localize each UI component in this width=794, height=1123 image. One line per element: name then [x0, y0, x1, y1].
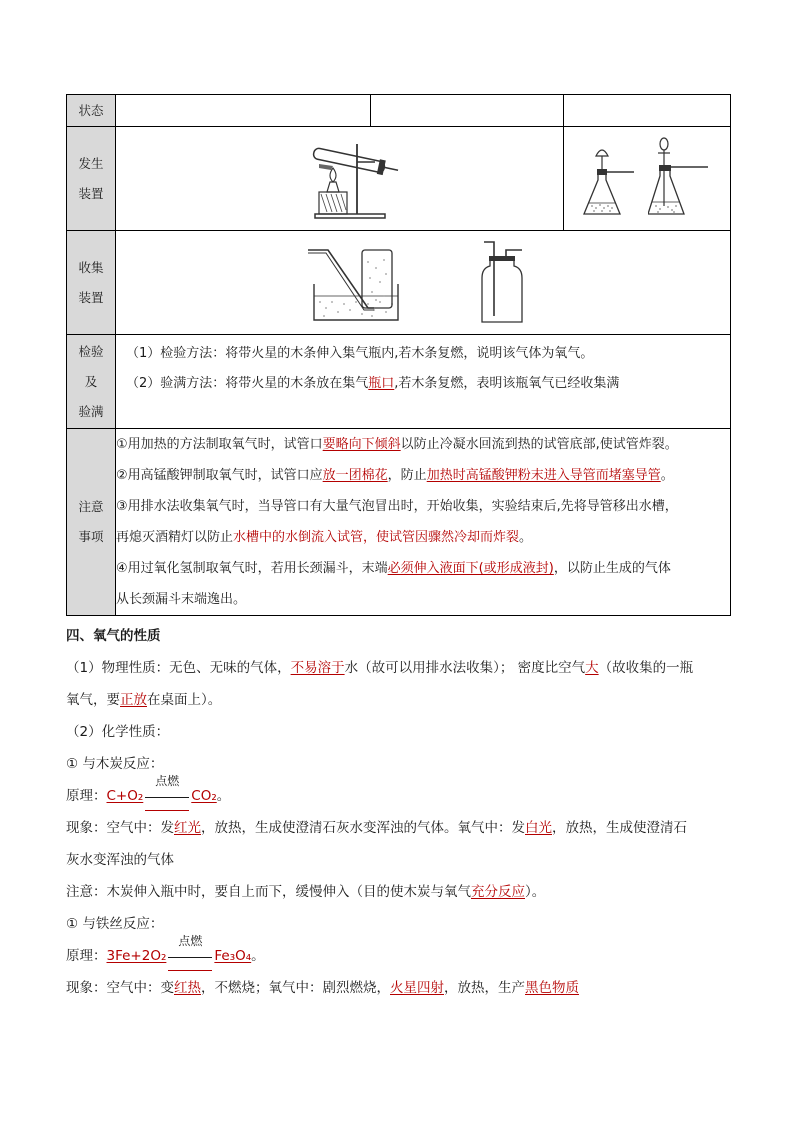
- charcoal-principle: 原理：C+O₂ 点燃 CO₂。: [66, 780, 730, 812]
- oxygen-preparation-table: [66, 94, 731, 616]
- long-neck-funnel-flask-apparatus-icon: [648, 136, 712, 222]
- cell-status-3: [564, 95, 731, 127]
- cell-status-1: [116, 95, 371, 127]
- check-method-line: （1）检验方法：将带火星的木条伸入集气瓶内,若木条复燃，说明该气体为氧气。: [126, 346, 594, 361]
- note-1: ①用加热的方法制取氧气时，试管口要略向下倾斜以防止冷凝水回流到热的试管底部,使试管炸裂。: [116, 437, 678, 452]
- heating-apparatus-icon: [275, 136, 405, 222]
- charcoal-phenomenon: 现象：空气中：发红光，放热，生成使澄清石灰水变浑浊的气体。氧气中：发白光，放热，生成使澄清石 灰水变浑浊的气体: [66, 820, 687, 868]
- cell-notes: [116, 429, 731, 616]
- label-status: 状态: [67, 95, 116, 127]
- document-page: [66, 94, 730, 1004]
- reaction-arrow: 点燃: [145, 788, 189, 804]
- label-check: 检验 及 验满: [67, 335, 116, 429]
- row-check: [67, 335, 731, 429]
- upward-air-collection-bottle-icon: [470, 238, 540, 328]
- charcoal-reaction-title: ① 与木炭反应：: [66, 756, 164, 772]
- cell-status-2: [371, 95, 564, 127]
- answer-bottle-mouth: 瓶口: [368, 376, 395, 391]
- row-status: [67, 95, 731, 127]
- full-check-method-line: （2）验满方法：将带火星的木条放在集气瓶口,若木条复燃，表明该瓶氧气已经收集满: [126, 376, 620, 391]
- chemical-properties-label: （2）化学性质：: [66, 724, 170, 740]
- row-notes: [67, 429, 731, 616]
- cell-check-methods: [116, 335, 731, 429]
- physical-properties: （1）物理性质：无色、无味的气体，不易溶于水（故可以用排水法收集）； 密度比空气大（故收集的一瓶 氧气，要正放在桌面上）。: [66, 660, 694, 708]
- iron-phenomenon: 现象：空气中：变红热，不燃烧；氧气中：剧烈燃烧，火星四射，放热，生产黑色物质: [66, 980, 579, 996]
- note-4: ④用过氧化氢制取氧气时，若用长颈漏斗，末端必须伸入液面下(或形成液封)，以防止生成的气体 从长颈漏斗末端逸出。: [116, 561, 671, 607]
- funnel-flask-apparatus-icon: [582, 136, 636, 222]
- label-collect: 收集 装置: [67, 231, 116, 335]
- label-notes: 注意 事项: [67, 429, 116, 616]
- oxygen-properties-section: [66, 620, 730, 1004]
- cell-flask-apparatus: [564, 127, 731, 231]
- section-heading: 四、氧气的性质: [66, 628, 161, 644]
- note-3: ③用排水法收集氧气时，当导管口有大量气泡冒出时，开始收集，实验结束后,先将导管移出水槽， 再熄灭酒精灯以防止水槽中的水倒流入试管，使试管因骤然冷却而炸裂。: [116, 499, 678, 545]
- iron-reaction-title: ① 与铁丝反应：: [66, 916, 164, 932]
- row-collect: [67, 231, 731, 335]
- iron-principle: 原理：3Fe+2O₂ 点燃 Fe₃O₄。: [66, 940, 730, 972]
- label-generate: 发生 装置: [67, 127, 116, 231]
- row-generate: [67, 127, 731, 231]
- note-2: ②用高锰酸钾制取氧气时，试管口应放一团棉花，防止加热时高锰酸钾粉末进入导管而堵塞导管。: [116, 468, 674, 483]
- cell-collection-apparatus: [116, 231, 731, 335]
- water-displacement-collection-icon: [306, 238, 406, 328]
- charcoal-note: 注意：木炭伸入瓶中时，要自上而下，缓慢伸入（目的使木炭与氧气充分反应）。: [66, 884, 546, 900]
- cell-heating-apparatus: [116, 127, 564, 231]
- reaction-arrow: 点燃: [168, 948, 212, 964]
